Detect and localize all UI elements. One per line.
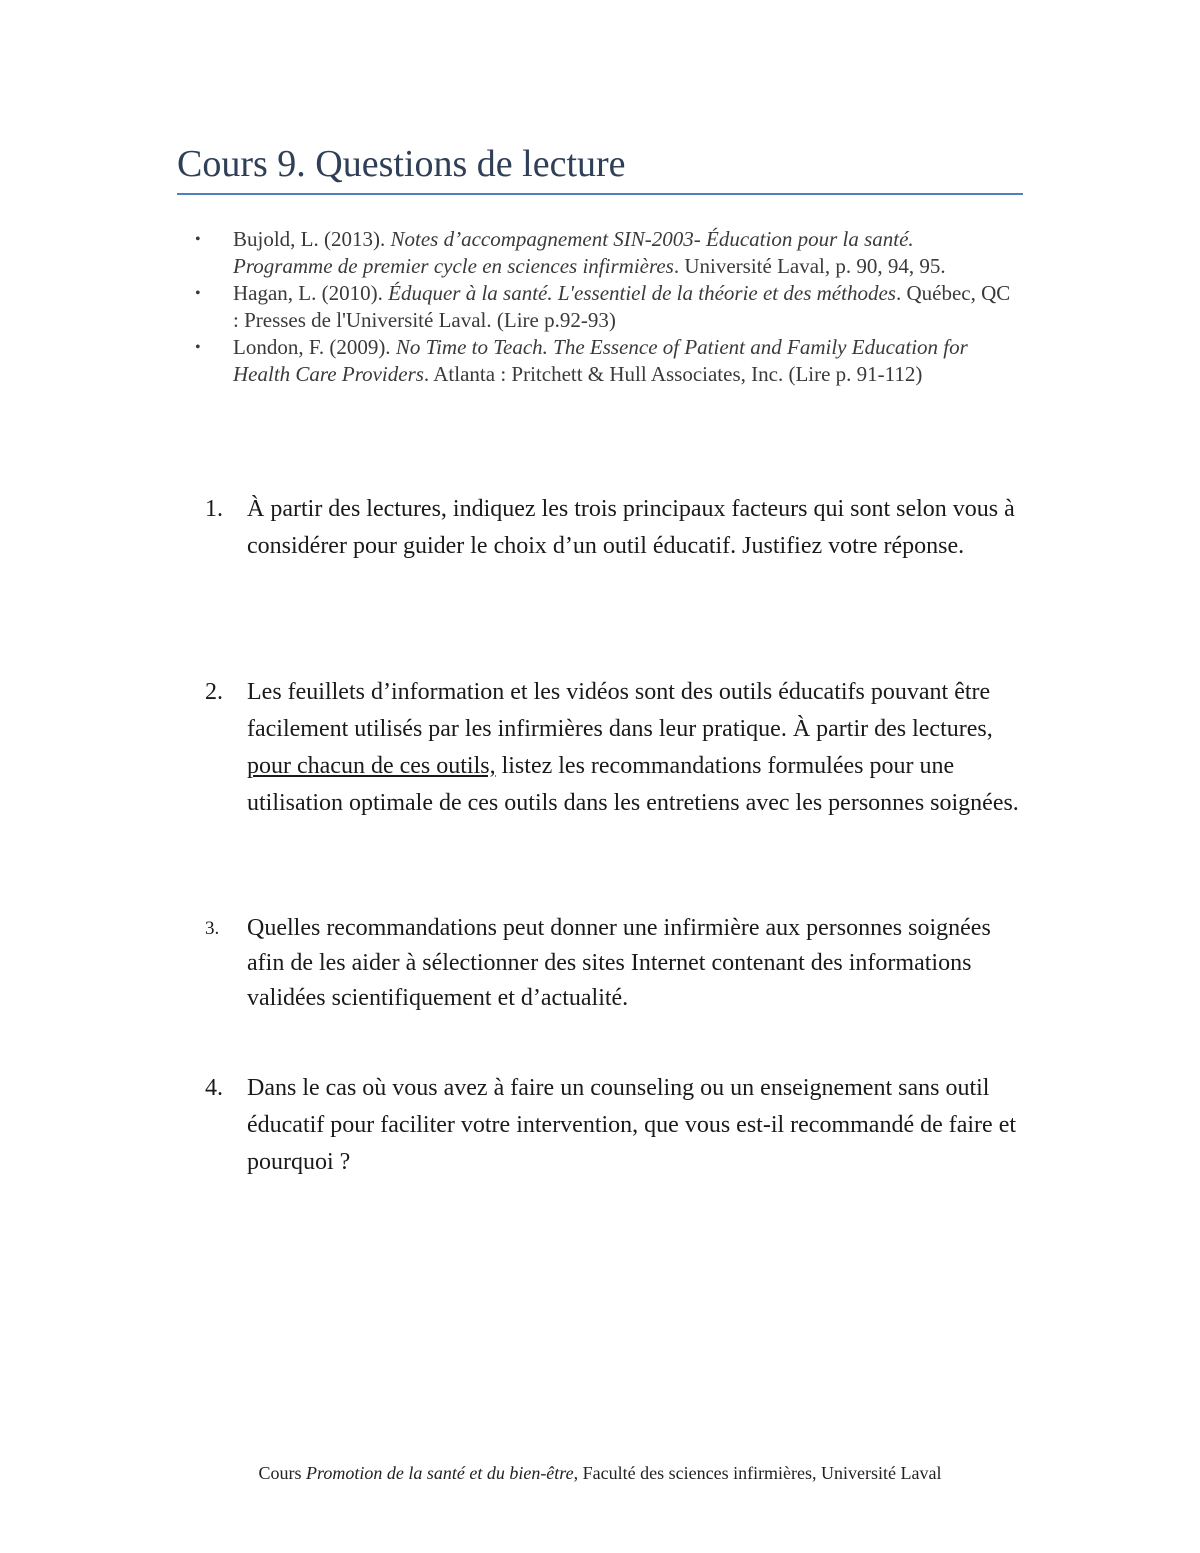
question-number: 4. xyxy=(205,1075,223,1101)
reference-title: Éduquer à la santé. L'essentiel de la théorie et des méthodes xyxy=(388,281,896,305)
question-number: 2. xyxy=(205,679,223,705)
question-text-before: Les feuillets d’information et les vidéos sont des outils éducatifs pouvant être facilement utilisés par les infirmières dans leur pratique. À partir des lectures, xyxy=(247,679,993,742)
footer-course: Promotion de la santé et du bien-être xyxy=(306,1463,574,1483)
question-text: Dans le cas où vous avez à faire un counseling ou un enseignement sans outil éducatif pour faciliter votre intervention, que vous est-il recommandé de faire et pourquoi ? xyxy=(247,1075,1017,1175)
question-4 xyxy=(205,1070,1025,1181)
reference-list xyxy=(195,226,1015,388)
bullet-icon: • xyxy=(195,231,201,248)
reference-title: Notes d’accompagnement SIN-2003- Éducation pour la santé. Programme de premier cycle en sciences infirmières xyxy=(233,227,914,278)
footer-prefix: Cours xyxy=(258,1463,307,1483)
question-number: 1. xyxy=(205,496,223,522)
reference-details: . Atlanta : Pritchett & Hull Associates, Inc. (Lire p. 91-112) xyxy=(423,362,923,386)
reference-author: Hagan, L. (2010). xyxy=(233,281,389,305)
question-1 xyxy=(205,491,1025,565)
reference-item xyxy=(195,280,1015,334)
reference-author: London, F. (2009). xyxy=(233,335,396,359)
question-3 xyxy=(205,911,1025,1016)
footer-suffix: , Faculté des sciences infirmières, Université Laval xyxy=(573,1463,942,1483)
reference-details: . Université Laval, p. 90, 94, 95. xyxy=(673,254,946,278)
title-divider xyxy=(177,193,1023,195)
question-text xyxy=(247,674,1025,822)
question-text: À partir des lectures, indiquez les trois principaux facteurs qui sont selon vous à considérer pour guider le choix d’un outil éducatif. Justifiez votre réponse. xyxy=(247,496,1015,559)
question-emphasis: pour chacun de ces outils, xyxy=(247,753,496,779)
question-number: 3. xyxy=(205,918,220,939)
reference-author: Bujold, L. (2013). xyxy=(233,227,391,251)
page-footer xyxy=(0,1460,1200,1486)
question-text: Quelles recommandations peut donner une infirmière aux personnes soignées afin de les aider à sélectionner des sites Internet contenant des informations validées scientifiquement et d’actualité. xyxy=(247,915,991,1011)
question-2 xyxy=(205,674,1025,822)
reference-details: . Québec, QC : Presses de l'Université Laval. (Lire p.92-93) xyxy=(233,281,1011,332)
reference-item xyxy=(195,226,1015,280)
page-title: Cours 9. Questions de lecture xyxy=(177,143,626,185)
reference-title: No Time to Teach. The Essence of Patient and Family Education for Health Care Providers xyxy=(233,335,968,386)
reference-item xyxy=(195,334,1015,388)
question-text-after: listez les recommandations formulées pour une utilisation optimale de ces outils dans les entretiens avec les personnes soignées. xyxy=(247,753,1019,816)
bullet-icon: • xyxy=(195,339,201,356)
bullet-icon: • xyxy=(195,285,201,302)
